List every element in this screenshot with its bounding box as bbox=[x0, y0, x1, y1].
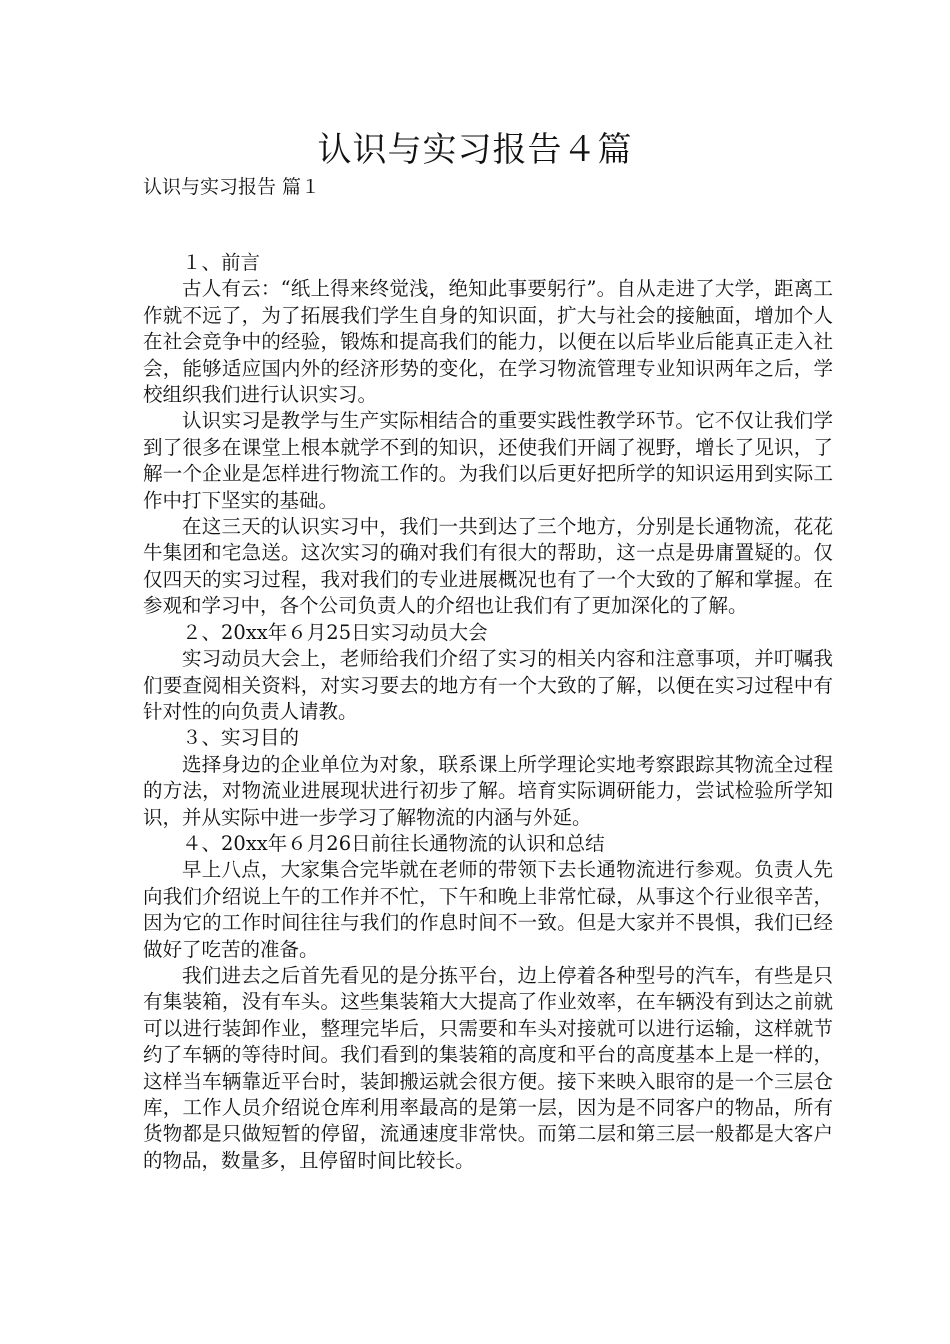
section-heading: ２、20xx年６月25日实习动员大会 bbox=[182, 620, 488, 644]
body-paragraph: 认识实习是教学与生产实际相结合的重要实践性教学环节。它不仅让我们学到了很多在课堂上根本就学不到的知识，还使我们开阔了视野，增长了见识，了解一个企业是怎样进行物流工作的。为我们以后更好把所学的知识运用到实际工作中打下坚实的基础。 bbox=[143, 409, 833, 512]
document-title: 认识与实习报告４篇 bbox=[317, 130, 633, 170]
body-paragraph: 实习动员大会上，老师给我们介绍了实习的相关内容和注意事项，并叮嘱我们要查阅相关资料，对实习要去的地方有一个大致的了解，以便在实习过程中有针对性的向负责人请教。 bbox=[143, 647, 833, 723]
section-heading: ３、实习目的 bbox=[182, 726, 300, 750]
body-paragraph: 早上八点，大家集合完毕就在老师的带领下去长通物流进行参观。负责人先向我们介绍说上午的工作并不忙，下午和晚上非常忙碌，从事这个行业很辛苦，因为它的工作时间往往与我们的作息时间不一致。但是大家并不畏惧，我们已经做好了吃苦的准备。 bbox=[143, 858, 833, 961]
section-heading: １、前言 bbox=[182, 251, 261, 274]
section-heading: ４、20xx年６月26日前往长通物流的认识和总结 bbox=[182, 831, 605, 855]
body-paragraph: 在这三天的认识实习中，我们一共到达了三个地方，分别是长通物流，花花牛集团和宅急送。这次实习的确对我们有很大的帮助，这一点是毋庸置疑的。仅仅四天的实习过程，我对我们的专业进展概况也有了一个大致的了解和掌握。在参观和学习中，各个公司负责人的介绍也让我们有了更加深化的了解。 bbox=[143, 515, 833, 618]
document-body bbox=[143, 250, 833, 1174]
document-subtitle: 认识与实习报告 篇１ bbox=[143, 176, 321, 198]
body-paragraph: 选择身边的企业单位为对象，联系课上所学理论实地考察跟踪其物流全过程 的方法，对物流业进展现状进行初步了解。培育实际调研能力，尝试检验所学知识，并从实际中进一步学习了解物流的内涵与外延。 bbox=[143, 752, 833, 829]
body-paragraph: 古人有云：“纸上得来终觉浅，绝知此事要躬行”。自从走进了大学，距离工作就不远了，为了拓展我们学生自身的知识面，扩大与社会的接触面，增加个人在社会竞争中的经验，锻炼和提高我们的能力，以便在以后毕业后能真正走入社会，能够适应国内外的经济形势的变化，在学习物流管理专业知识两年之后，学校组织我们进行认识实习。 bbox=[143, 277, 833, 407]
body-paragraph: 我们进去之后首先看见的是分拣平台，边上停着各种型号的汽车，有些是只有集装箱，没有车头。这些集装箱大大提高了作业效率，在车辆没有到达之前就可以进行装卸作业，整理完毕后，只需要和车头对接就可以进行运输，这样就节约了车辆的等待时间。我们看到的集装箱的高度和平台的高度基本上是一样的，这样当车辆靠近平台时，装卸搬运就会很方便。接下来映入眼帘的是一个三层仓库，工作人员介绍说仓库利用率最高的是第一层，因为是不同客户的物品，所有货物都是只做短暂的停留，流通速度非常快。而第二层和第三层一般都是大客户的物品，数量多，且停留时间比较长。 bbox=[143, 963, 833, 1172]
